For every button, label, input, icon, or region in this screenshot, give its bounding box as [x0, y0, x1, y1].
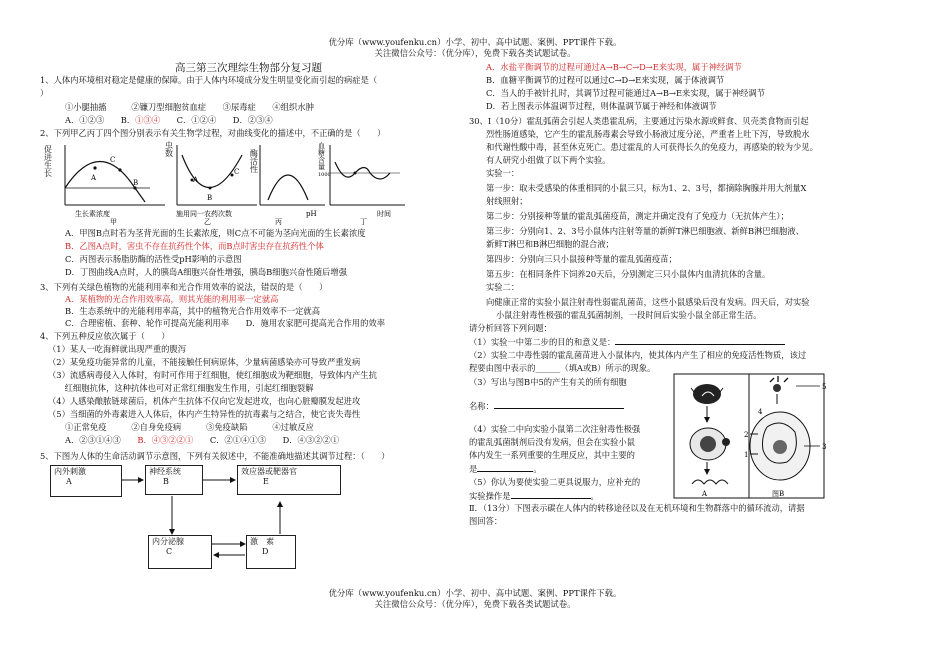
box-c-label: 内分泌腺 [152, 537, 184, 546]
chart-ding-ylabel: 血糖含量 [318, 142, 325, 171]
question-3-cont [469, 400, 624, 412]
chart-ding-name: 丁 [360, 218, 367, 226]
question-4-cont-3: 是 。 [469, 464, 542, 474]
questions-intro: 请分析回答下列问题： [469, 323, 552, 333]
q4-choices [65, 435, 339, 446]
question-5-label: 实验操作是 [469, 491, 511, 501]
q2-option-d: D．丁图曲线A点时，人的胰岛A细胞兴奋性增强，胰岛B细胞兴奋性随后增强 [65, 267, 347, 277]
q1-choice-cd: C．①②④ D．②③④ [160, 115, 273, 125]
chart-jia-ylabel: 促进生长 [44, 145, 52, 178]
box-e-label: 效应器或靶器官 [241, 467, 297, 476]
exp2-line-2: 小鼠注射毒性极强的霍乱弧菌制剂，一段时间后实验小鼠全部正常生活。 [496, 310, 762, 320]
question-2-cont: 程要由图中表示的______（填A或B）所示的现象。 [469, 363, 656, 373]
box-d-hormone [246, 535, 296, 569]
q4-choice-cd: C．②①④①③ D．④③②②① [193, 435, 340, 445]
q3-option-a-answer: A．某植物的光合作用效率高，则其光能的利用率一定就高 [65, 294, 279, 304]
q30-para-2: 烈性肠道感染，它产生的霍乱肠毒素会导致小肠液过度分泌，严重者上吐下泻，导致脱水 [486, 129, 810, 139]
box-b-letter: B [163, 477, 169, 486]
q3-stem: 3、下列有关绿色植物的光能利用率和光合作用效率的说法，错误的是（ ） [40, 282, 328, 292]
question-5: （5）你认为要使实验二更具说服力，应补充的 [469, 477, 641, 487]
q2-option-c: C．丙图表示肠脂肪酶的活性受pH影响的示意图 [65, 254, 242, 264]
exp1-step4: 第四步：分别向三只小鼠接种等量的霍乱弧菌疫苗； [486, 254, 677, 264]
q3-option-b: B．生态系统中的光能利用率高，其中的植物光合作用效率不一定就高 [65, 306, 321, 316]
box-c-letter: C [166, 547, 173, 556]
chart-ding-tick: 1000 [318, 172, 331, 178]
page-footer-line2: 关注微信公众号：（优分库），免费下载各类试题试卷。 [374, 599, 576, 609]
q4-stem: 4、下列五种反应依次属于（ ） [40, 331, 170, 341]
question-1 [469, 336, 785, 348]
figure-panel-a-label: A [702, 490, 708, 498]
exp1-title: 实验一： [486, 168, 520, 178]
box-b-label: 神经系统 [149, 467, 181, 476]
box-d-label: 激 素 [250, 537, 274, 546]
q5-stem: 5、下图为人体的生命活动调节示意图，下列有关叙述中，不能准确地描述其调节过程：（ ） [40, 451, 390, 461]
chart-yi-xlabel: 施用同一农药次数 [176, 210, 232, 218]
q1-stem-end: ） [40, 88, 49, 98]
figure-label-1: 1 [744, 451, 749, 459]
question-2: （2）实验二中毒性弱的霍乱菌苗进入小鼠体内，使其体内产生了相应的免疫活性物质，该过 [469, 350, 807, 360]
answer-blank-1[interactable] [615, 336, 785, 345]
box-a-label: 内外刺激 [54, 467, 86, 476]
question-5-cont: 实验操作是 。 [469, 491, 599, 501]
box-a-stimulus [50, 465, 122, 497]
q2-stem: 2、下列甲乙丙丁四个图分别表示有关生物学过程，对曲线变化的描述中，不正确的是（ ） [40, 128, 386, 138]
chart-jia-point-a: A [91, 174, 97, 182]
chart-jia-name: 甲 [110, 218, 117, 226]
box-e-letter: E [263, 477, 269, 486]
q1-choice-a: A．①②③ B． [65, 115, 136, 125]
q1-stem: 1、人体内环境相对稳定是健康的保障。由于人体内环境成分发生明显变化而引起的病症是（ [40, 75, 378, 85]
box-a-letter: A [66, 477, 72, 486]
q5-option-c: C．当人的手被针扎时，其调节过程可能通过A→B→E来实现，属于神经调节 [486, 88, 766, 98]
question-4-cont-2: 体内发生一系列重要的生理反应，其中主要的 [469, 450, 635, 460]
q4-item-1: （1）某人一吃海鲜就出现严重的腹泻 [48, 344, 187, 354]
q4-kinds: ①正常免疫 ②自身免疫病 ③免疫缺陷 ④过敏反应 [65, 422, 314, 432]
answer-blank-5[interactable] [511, 490, 591, 499]
question-1-text: （1）实验一中第二步的目的和意义是： [469, 337, 616, 347]
exp1-step1: 第一步：取未受感染的体重相同的小鼠三只，标为1、2、3号，都摘除胸腺并用大剂量X [486, 183, 807, 193]
page-header-line1: 优分库（www.youfenku.cn）小学、初中、高中试题、案例、PPT课件下载。 [328, 37, 622, 47]
answer-blank-4[interactable] [477, 463, 533, 472]
chart-yi-point-b: B [207, 194, 213, 202]
q5-option-d: D．若上图表示体温调节过程，则体温调节属于神经和体液调节 [486, 101, 717, 111]
q2-option-a: A．甲图B点时若为茎背光面的生长素浓度，则C点不可能为茎向光面的生长素浓度 [65, 228, 366, 238]
answer-blank-3[interactable] [494, 400, 624, 409]
chart-jia-xlabel: 生长素浓度 [75, 210, 110, 218]
q1-choice-b-answer: ①③④ [135, 115, 161, 125]
page-title: 高三第三次理综生物部分复习题 [175, 62, 322, 74]
figure-label-3: 3 [822, 443, 827, 451]
figure-panel-b-label: 图B [772, 490, 785, 498]
box-b-nervous [145, 465, 203, 495]
chart-yi-point-a: A [193, 176, 199, 184]
page-footer-line1: 优分库（www.youfenku.cn）小学、初中、高中试题、案例、PPT课件下载。 [328, 588, 622, 598]
figure-label-4: 4 [758, 408, 763, 416]
q4-item-5: （5）当细菌的外毒素进入人体后，体内产生特异性的抗毒素与之结合，使它丧失毒性 [48, 409, 361, 419]
exp1-step3-cont: 新鲜T淋巴和B淋巴细胞的混合液； [486, 239, 614, 249]
question-4-cont-1: 的霍乱弧菌制剂后没有发病，但会在实验小鼠 [469, 437, 635, 447]
figure-label-2: 2 [744, 431, 749, 439]
chart-yi-name: 乙 [204, 218, 211, 226]
exp2-line-1: 向健康正常的实验小鼠注射毒性弱霍乱菌苗，这些小鼠感染后没有发病。四天后，对实验 [486, 297, 810, 307]
chart-yi-ylabel: 虫数 [165, 141, 173, 158]
box-d-letter: D [262, 547, 269, 556]
chart-jia-point-c: C [110, 156, 116, 164]
q4-choice-b-answer: B．④③②②① [137, 435, 194, 445]
chart-jia-point-b: B [133, 179, 139, 187]
q4-item-2: （2）某免疫功能异常的儿童，不能接触任何病原体，少量病菌感染亦可导致严重发病 [48, 357, 361, 367]
box-e-effector [237, 465, 341, 495]
exp1-step5: 第五步：在相同条件下饲养20天后，分别测定三只小鼠体内血清抗体的含量。 [486, 269, 771, 279]
q4-item-4: （4）人感染酿脓链球菌后，机体产生抗体不仅向它发起进攻，也向心脏瓣膜发起进攻 [48, 396, 361, 406]
q2-option-b-answer: B．乙图A点时，害虫不存在抗药性个体，而B点时害虫存在抗药性个体 [65, 241, 324, 251]
question-3-label: 名称： [469, 401, 494, 411]
chart-yi-point-c: C [234, 168, 240, 176]
chart-jia [40, 140, 170, 226]
box-c-gland [148, 535, 212, 569]
section-2-stem-cont: 图回答： [469, 516, 503, 526]
q4-item-3-cont: 红细胞抗体，这种抗体也可对正常红细胞发生作用，引起红细胞裂解 [48, 383, 314, 393]
exp1-step1-cont: 射线照射； [486, 196, 528, 206]
q1-choices [65, 115, 273, 126]
exp1-step2: 第二步：分别接种等量的霍乱弧菌疫苗，测定并确定没有了免疫力（无抗体产生）； [486, 211, 789, 221]
q30-para-3: 和代谢性酸中毒，甚至休克死亡。患过霍乱的人可获得长久的免疫力，再感染的较为少见。 [486, 142, 818, 152]
question-4-label: 是 [469, 464, 478, 474]
page-header-line2: 关注微信公众号：（优分库），免费下载各类试题试卷。 [374, 48, 576, 58]
section-2-stem: Ⅱ．（13分）下图表示碳在人体内的转移途径以及在无机环境和生物群落中的循环流动，请据 [469, 503, 805, 513]
q3-option-cd: C．合理密植、套种、轮作可提高光能利用率 D．施用农家肥可提高光合作用的效率 [65, 318, 385, 328]
q30-para-4: 有人研究小组做了以下两个实验。 [486, 155, 611, 165]
figure-label-5: 5 [822, 383, 827, 391]
question-3: （3）写出与图B中5的产生有关的所有细胞 [469, 377, 627, 387]
exp2-title: 实验二： [486, 282, 520, 292]
exp1-step3: 第三步：分别向1、2、3号小鼠体内注射等量的新鲜T淋巴细胞液、新鲜B淋巴细胞液、 [486, 226, 804, 236]
chart-bing-name: 丙 [275, 218, 282, 226]
chart-bing-ylabel: 酶活性 [250, 149, 258, 174]
chart-ding-xlabel: 时间 [377, 210, 391, 218]
question-4: （4）实验二中向实验小鼠第二次注射毒性极强 [469, 424, 641, 434]
q4-choice-a: A．②③①④③ [65, 435, 138, 445]
q30-para-1: 30、Ⅰ（10分）霍乱弧菌会引起人类患霍乱病，主要通过污染水源或鲜食、贝壳类食物而引起 [469, 116, 809, 126]
q5-option-b: B．血糖平衡调节的过程可以通过C→D→E来实现，属于体液调节 [486, 75, 725, 85]
q5-option-a-answer: A．水盐平衡调节的过程可通过A→B→C→D→E来实现，属于神经调节 [486, 62, 742, 72]
immune-cell-figure [672, 372, 842, 502]
q4-item-3: （3）流感病毒侵入人体时，有时可作用于红细胞，使红细胞成为靶细胞，导致体内产生抗 [48, 370, 377, 380]
chart-bing-xlabel: pH [306, 210, 317, 218]
q1-options: ①小腿抽搐 ②镰刀型细胞贫血症 ③尿毒症 ④组织水肿 [65, 102, 314, 112]
